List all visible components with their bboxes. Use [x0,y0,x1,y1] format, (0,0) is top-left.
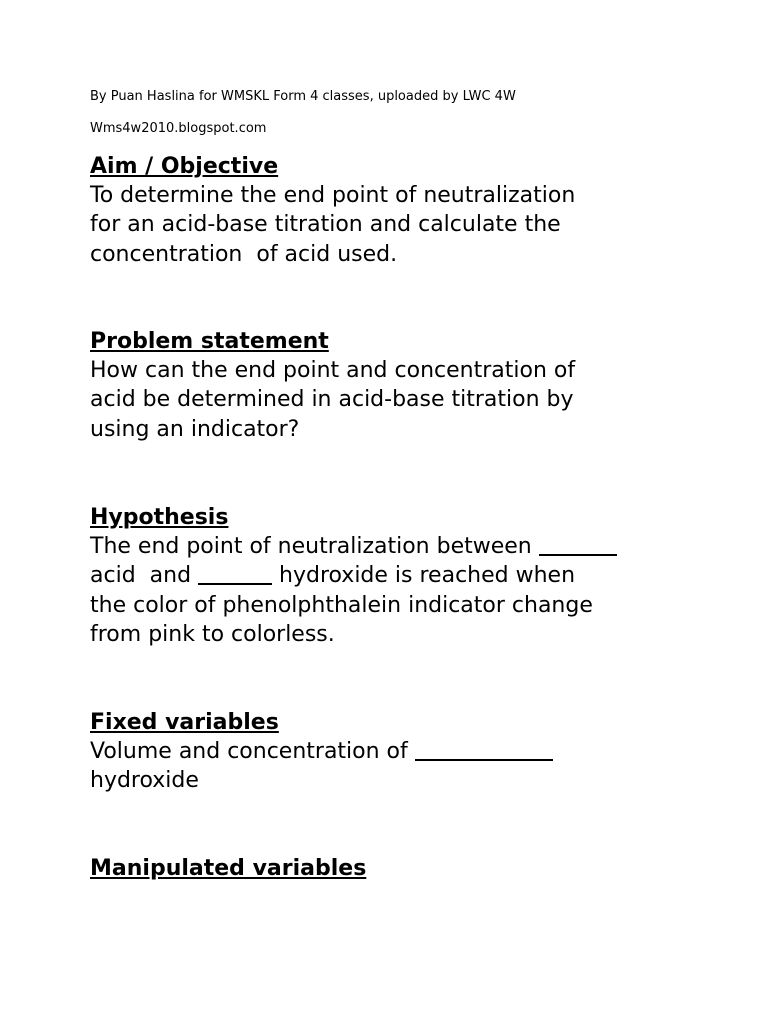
fixed-heading: Fixed variables [90,710,279,735]
fixed-line-1 [90,737,730,766]
hypothesis-line-3: the color of phenolphthalein indicator change [90,592,593,618]
credit-line: By Puan Haslina for WMSKL Form 4 classes, uploaded by LWC 4W [90,89,516,104]
hydroxide-blank[interactable] [198,563,272,585]
fixed-line-1-text: Volume and concentration of [90,739,415,764]
fixed-hydroxide-blank[interactable] [415,739,553,761]
hypothesis-line-1 [90,532,730,561]
problem-section [90,327,730,444]
fixed-section [90,708,730,796]
hypothesis-line-2-b: hydroxide is reached when [272,563,576,589]
hypothesis-line-1-text: The end point of neutralization between [90,534,539,559]
problem-line-3: using an indicator? [90,416,300,442]
aim-line-1: To determine the end point of neutralization [90,183,576,208]
problem-line-1: How can the end point and concentration of [90,358,576,383]
fixed-line-2: hydroxide [90,768,199,794]
aim-heading: Aim / Objective [90,154,279,179]
hypothesis-section [90,503,730,649]
manipulated-heading: Manipulated variables [90,856,367,881]
hypothesis-heading: Hypothesis [90,505,229,530]
blog-url: Wms4w2010.blogspot.com [90,121,267,136]
hypothesis-line-4: from pink to colorless. [90,621,335,647]
acid-blank[interactable] [539,534,617,556]
hypothesis-line-2-a: acid and [90,563,199,589]
aim-line-2: for an acid-base titration and calculate the [90,212,561,238]
problem-heading: Problem statement [90,329,329,354]
problem-line-2: acid be determined in acid-base titration by [90,387,574,413]
manipulated-section [90,854,730,883]
aim-line-3: concentration of acid used. [90,241,398,267]
hypothesis-line-2 [90,561,730,590]
aim-section [90,152,730,269]
